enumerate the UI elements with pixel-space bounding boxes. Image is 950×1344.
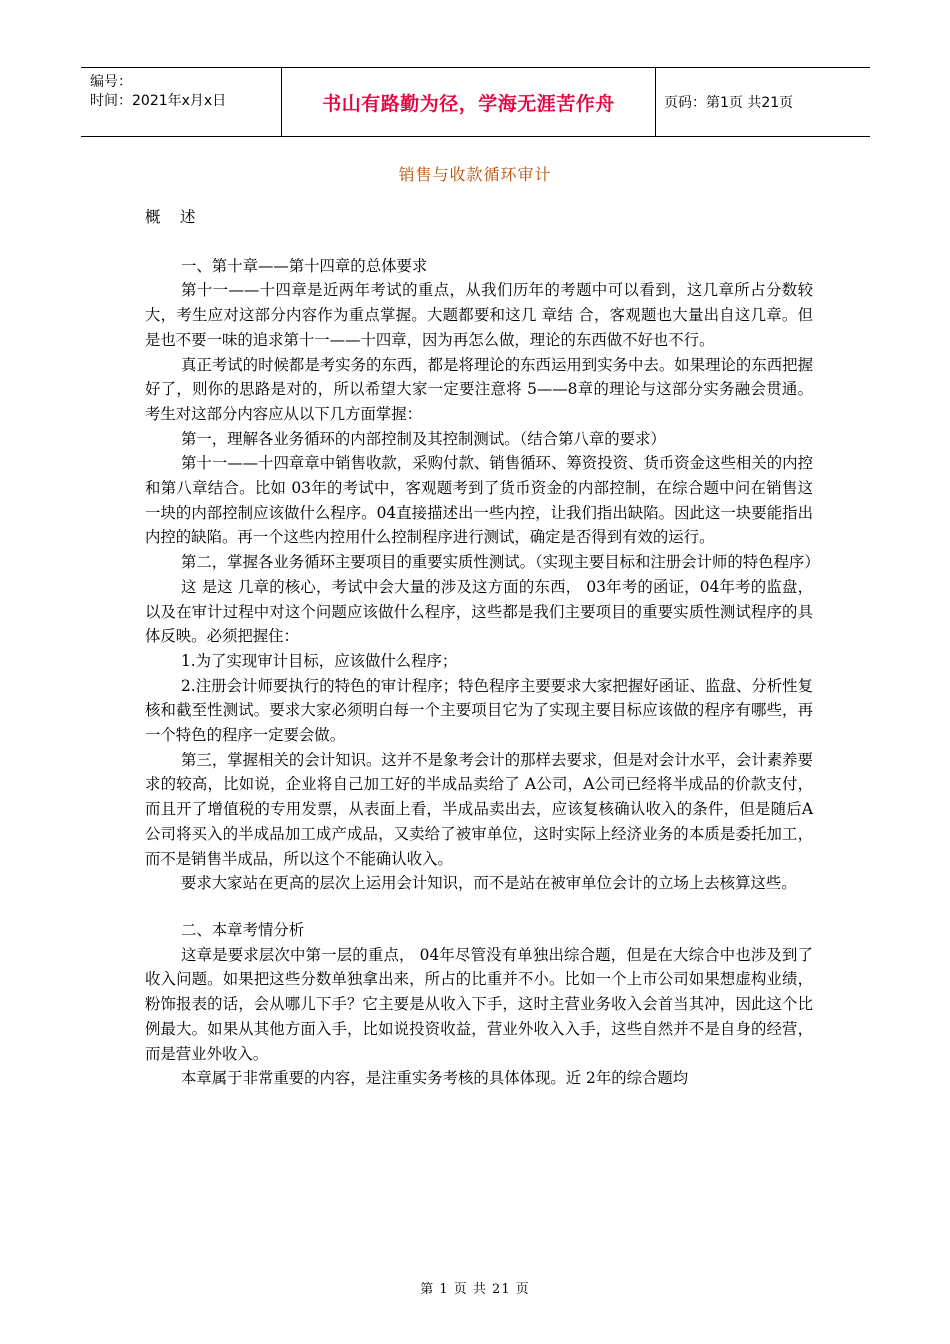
paragraph: 第十一——十四章章中销售收款，采购付款、销售循环、筹资投资、货币资金这些相关的内控和第八章结合。比如 03年的考试中，客观题考到了货币资金的内部控制，在综合题中问在销售这一块的内部控制应该做什么程序。04直接描述出一些内控，让我们指出缺陷。因此这一块要能指出内控的缺陷。再一个这些内控用什么控制程序进行测试，确定是否得到有效的运行。: [145, 454, 813, 547]
header-table: [81, 67, 870, 137]
section-heading-1: 一、第十章——第十四章的总体要求: [181, 256, 428, 275]
paragraph: 真正考试的时候都是考实务的东西，都是将理论的东西运用到实务中去。如果理论的东西把握好了，则你的思路是对的，所以希望大家一定要注意将 5——8章的理论与这部分实务融会贯通。考生对这部分内容应从以下几方面掌握：: [145, 355, 813, 423]
time-label: 时间：2021年x月x日: [90, 93, 227, 109]
number-label: 编号：: [90, 74, 132, 90]
paragraph: 第一，理解各业务循环的内部控制及其控制测试。（结合第八章的要求）: [181, 429, 666, 448]
paragraph: 第十一——十四章是近两年考试的重点，从我们历年的考题中可以看到，这几章所占分数较大，考生应对这部分内容作为重点掌握。大题都要和这几 章结 合，客观题也大量出自这几章。但是也不要一味的追求第十一——十四章，因为再怎么做，理论的东西做不好也不行。: [145, 281, 813, 349]
paragraph: 这 是这 几章的核心，考试中会大量的涉及这方面的东西， 03年考的函证，04年考的监盘，以及在审计过程中对这个问题应该做什么程序，这些都是我们主要项目的重要实质性测试程序的具体反映。必须把握住：: [145, 577, 813, 646]
paragraph: 本章属于非常重要的内容，是注重实务考核的具体体现。近 2年的综合题均: [181, 1069, 689, 1088]
overview-heading: 概 述: [145, 208, 196, 226]
paragraph: 第三，掌握相关的会计知识。这并不是象考会计的那样去要求，但是对会计水平，会计素养要求的较高，比如说，企业将自己加工好的半成品卖给了 A公司，A公司已经将半成品的价款支付，而且开了增值税的专用发票，从表面上看，半成品卖出去，应该复核确认收入的条件，但是随后A公司将买入的半成品加工成产成品，又卖给了被审单位，这时实际上经济业务的本质是委托加工，而不是销售半成品，所以这个不能确认收入。: [145, 750, 813, 868]
list-item: 2.注册会计师要执行的特色的审计程序；特色程序主要要求大家把握好函证、监盘、分析性复核和截至性测试。要求大家必须明白每一个主要项目它为了实现主要目标应该做的程序有哪些，再一个特色的程序一定要会做。: [145, 676, 813, 745]
document-body: [145, 205, 820, 1091]
paragraph: 第二，掌握各业务循环主要项目的重要实质性测试。（实现主要目标和注册会计师的特色程序）: [181, 553, 820, 572]
page-footer: 第 1 页 共 21 页: [420, 1282, 530, 1297]
document-title: 销售与收款循环审计: [398, 165, 552, 184]
paragraph: 这章是要求层次中第一层的重点， 04年尽管没有单独出综合题，但是在大综合中也涉及到了收入问题。如果把这些分数单独拿出来，所占的比重并不小。比如一个上市公司如果想虚构业绩，粉饰报表的话，会从哪儿下手？它主要是从收入下手，这时主营业务收入会首当其冲，因此这个比例最大。如果从其他方面入手，比如说投资收益，营业外收入入手，这些自然并不是自身的经营，而是营业外收入。: [145, 945, 813, 1063]
header-motto: 书山有路勤为径，学海无涯苦作舟: [282, 68, 656, 136]
section-heading-2: 二、本章考情分析: [181, 920, 305, 939]
paragraph: 要求大家站在更高的层次上运用会计知识，而不是站在被审单位会计的立场上去核算这些。: [181, 874, 797, 893]
header-meta: [81, 68, 282, 136]
header-page-label: 页码：第1页 共21页: [664, 95, 794, 111]
list-item: 1.为了实现审计目标，应该做什么程序；: [181, 651, 458, 670]
